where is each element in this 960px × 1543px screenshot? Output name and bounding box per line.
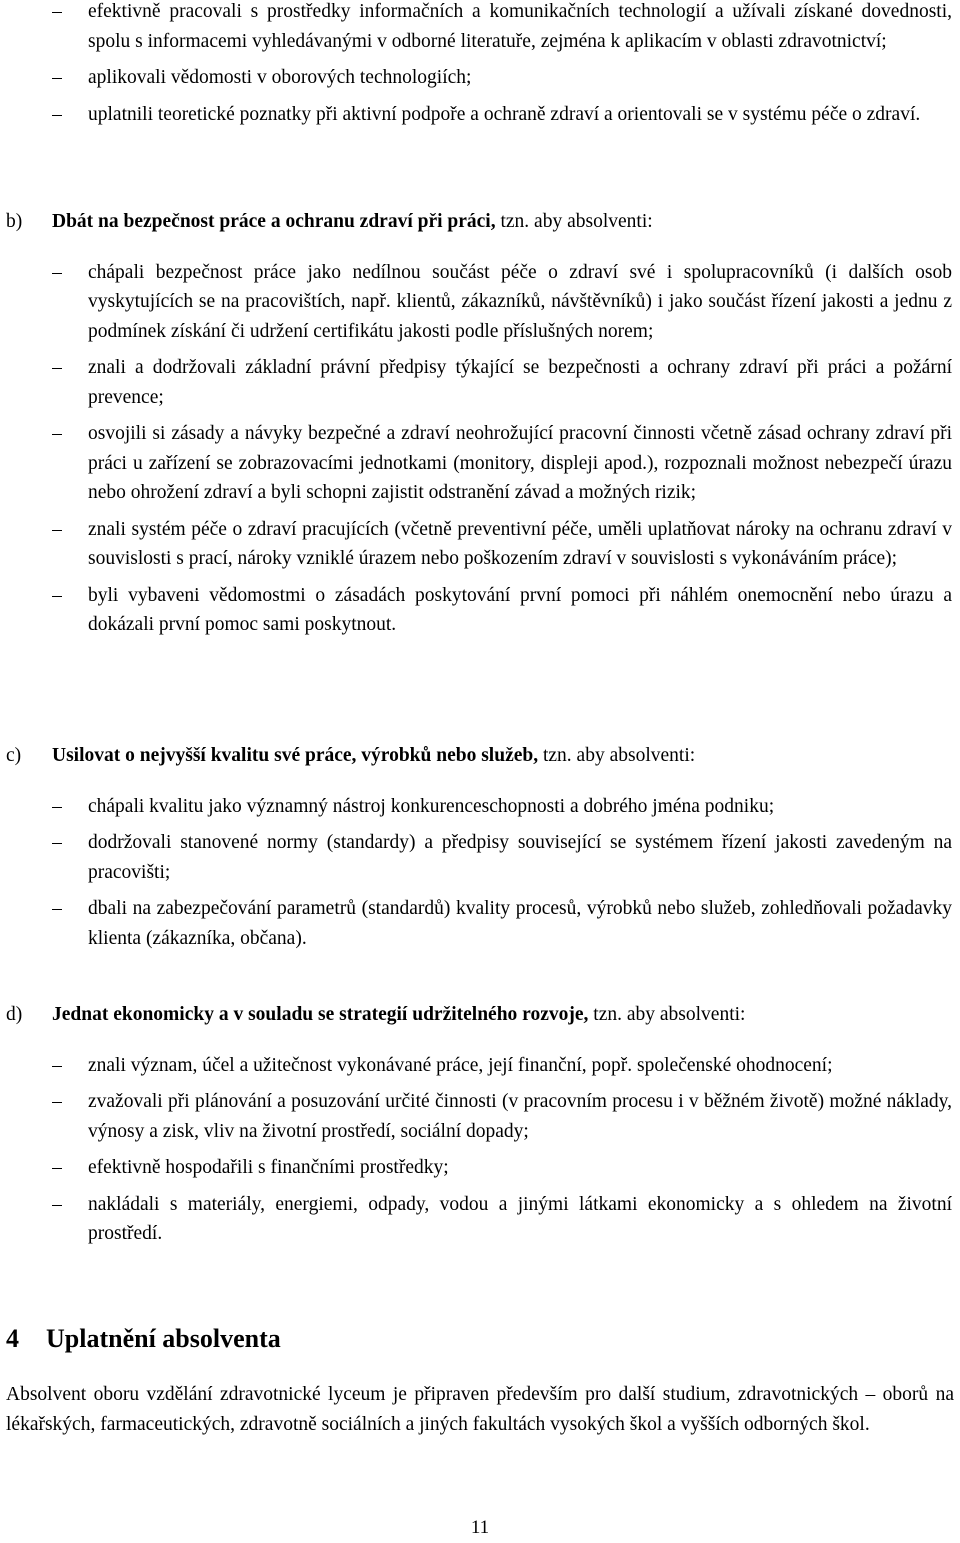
section-letter: d) bbox=[6, 1004, 23, 1025]
list-item-text: efektivně hospodařili s finančními prostředky; bbox=[88, 1157, 449, 1178]
dash-bullet: – bbox=[52, 1091, 62, 1112]
section-c bbox=[0, 741, 956, 953]
list-item bbox=[0, 63, 956, 93]
section-suffix: tzn. aby absolventi: bbox=[588, 1004, 746, 1025]
dash-bullet: – bbox=[52, 832, 62, 853]
list-item bbox=[0, 353, 956, 412]
list-item bbox=[0, 828, 956, 887]
dash-bullet: – bbox=[52, 423, 62, 444]
section-heading bbox=[0, 741, 956, 771]
dash-bullet: – bbox=[52, 1157, 62, 1178]
list-item bbox=[0, 0, 956, 56]
list-item bbox=[0, 1087, 956, 1146]
dash-bullet: – bbox=[52, 67, 62, 88]
intro-list bbox=[0, 0, 956, 129]
list-item bbox=[0, 792, 956, 822]
section-heading bbox=[0, 1000, 956, 1030]
list-item bbox=[0, 515, 956, 574]
dash-bullet: – bbox=[52, 1054, 62, 1076]
section-title: Jednat ekonomicky a v souladu se strategií udržitelného rozvoje, bbox=[52, 1004, 589, 1025]
list-item bbox=[0, 1051, 956, 1081]
list-item bbox=[0, 581, 956, 640]
chapter-heading bbox=[6, 1322, 281, 1356]
list-item bbox=[0, 1190, 956, 1249]
list-item-text: efektivně pracovali s prostředky informačních a komunikačních technologií a užívali získané dovednosti, spolu s informacemi vyhledávanými v odborné literatuře, zejména k aplikacím v oblasti zdravotnictví; bbox=[88, 1, 952, 52]
list-item-text: osvojili si zásady a návyky bezpečné a zdraví neohrožující pracovní činnosti včetně zásad ochrany zdraví při práci u zařízení se zobrazovacími jednotkami (monitory, displeji apod.), rozpoznali možnost nebezpečí úrazu nebo ohrožení zdraví a byli schopni zajistit odstranění závad a možných rizik; bbox=[88, 423, 952, 503]
list-item-text: byli vybaveni vědomostmi o zásadách poskytování první pomoci při náhlém onemocnění nebo úrazu a dokázali první pomoc sami poskytnout. bbox=[88, 584, 952, 635]
list-item-text: zvažovali při plánování a posuzování určité činnosti (v pracovním procesu i v běžném životě) možné náklady, výnosy a zisk, vliv na životní prostředí, sociální dopady; bbox=[88, 1091, 952, 1142]
list-item bbox=[0, 419, 956, 508]
dash-bullet: – bbox=[52, 518, 62, 540]
section-suffix: tzn. aby absolventi: bbox=[538, 745, 696, 766]
dash-bullet: – bbox=[52, 584, 62, 606]
list-item-text: chápali kvalitu jako významný nástroj konkurenceschopnosti a dobrého jména podniku; bbox=[88, 795, 775, 817]
list-item-text: znali a dodržovali základní právní předpisy týkající se bezpečnosti a ochrany zdraví při práci a požární prevence; bbox=[88, 357, 952, 408]
section-heading bbox=[0, 207, 956, 237]
list-item-text: dbali na zabezpečování parametrů (standardů) kvality procesů, výrobků nebo služeb, zohledňovali požadavky klienta (zákazníka, občana). bbox=[88, 898, 952, 949]
dash-bullet: – bbox=[52, 795, 62, 817]
list-item-text: uplatnili teoretické poznatky při aktivní podpoře a ochraně zdraví a orientovali se v systému péče o zdraví. bbox=[88, 103, 921, 125]
section-d bbox=[0, 1000, 956, 1249]
list-item-text: dodržovali stanovené normy (standardy) a předpisy související se systémem řízení jakosti zavedeným na pracovišti; bbox=[88, 832, 952, 883]
chapter-number: 4 bbox=[6, 1324, 19, 1353]
chapter-title: Uplatnění absolventa bbox=[46, 1324, 281, 1353]
list-item bbox=[0, 894, 956, 953]
section-letter: b) bbox=[6, 211, 23, 232]
section-suffix: tzn. aby absolventi: bbox=[495, 211, 653, 232]
section-title: Usilovat o nejvyšší kvalitu své práce, výrobků nebo služeb, bbox=[52, 745, 539, 766]
dash-bullet: – bbox=[52, 1193, 62, 1215]
dash-bullet: – bbox=[52, 261, 62, 283]
body-paragraph: Absolvent oboru vzdělání zdravotnické lyceum je připraven především pro další studium, zdravotnických – oborů na lékařských, farmaceutických, zdravotně sociálních a jiných fakultách vysokých škol a vyšších odborných škol. bbox=[6, 1384, 954, 1435]
section-letter: c) bbox=[6, 745, 22, 766]
list-item bbox=[0, 100, 956, 130]
list-item bbox=[0, 1153, 956, 1183]
list-item-text: nakládali s materiály, energiemi, odpady, vodou a jinými látkami ekonomicky a s ohledem na životní prostředí. bbox=[88, 1193, 952, 1244]
list-item bbox=[0, 258, 956, 347]
list-item-text: aplikovali vědomosti v oborových technologiích; bbox=[88, 67, 472, 88]
list-item-text: chápali bezpečnost práce jako nedílnou součást péče o zdraví své i spolupracovníků (i dalších osob vyskytujících se na pracovištích, např. klientů, zákazníků, návštěvníků) i jako součást řízení jakosti a jednu z podmínek získání či udržení certifikátu jakosti podle příslušných norem; bbox=[88, 261, 952, 342]
page-number: 11 bbox=[470, 1517, 490, 1538]
dash-bullet: – bbox=[52, 357, 62, 378]
dash-bullet: – bbox=[52, 1, 62, 22]
section-title: Dbát na bezpečnost práce a ochranu zdraví při práci, bbox=[52, 211, 496, 232]
section-b bbox=[0, 207, 956, 640]
list-item-text: znali systém péče o zdraví pracujících (včetně preventivní péče, uměli uplatňovat nároky na ochranu zdraví v souvislosti s prací, nároky vzniklé úrazem nebo poškozením zdraví v souvislosti s vykonáváním práce); bbox=[88, 518, 952, 569]
dash-bullet: – bbox=[52, 103, 62, 125]
list-item-text: znali význam, účel a užitečnost vykonávané práce, její finanční, popř. společenské ohodnocení; bbox=[88, 1054, 833, 1076]
dash-bullet: – bbox=[52, 898, 62, 919]
